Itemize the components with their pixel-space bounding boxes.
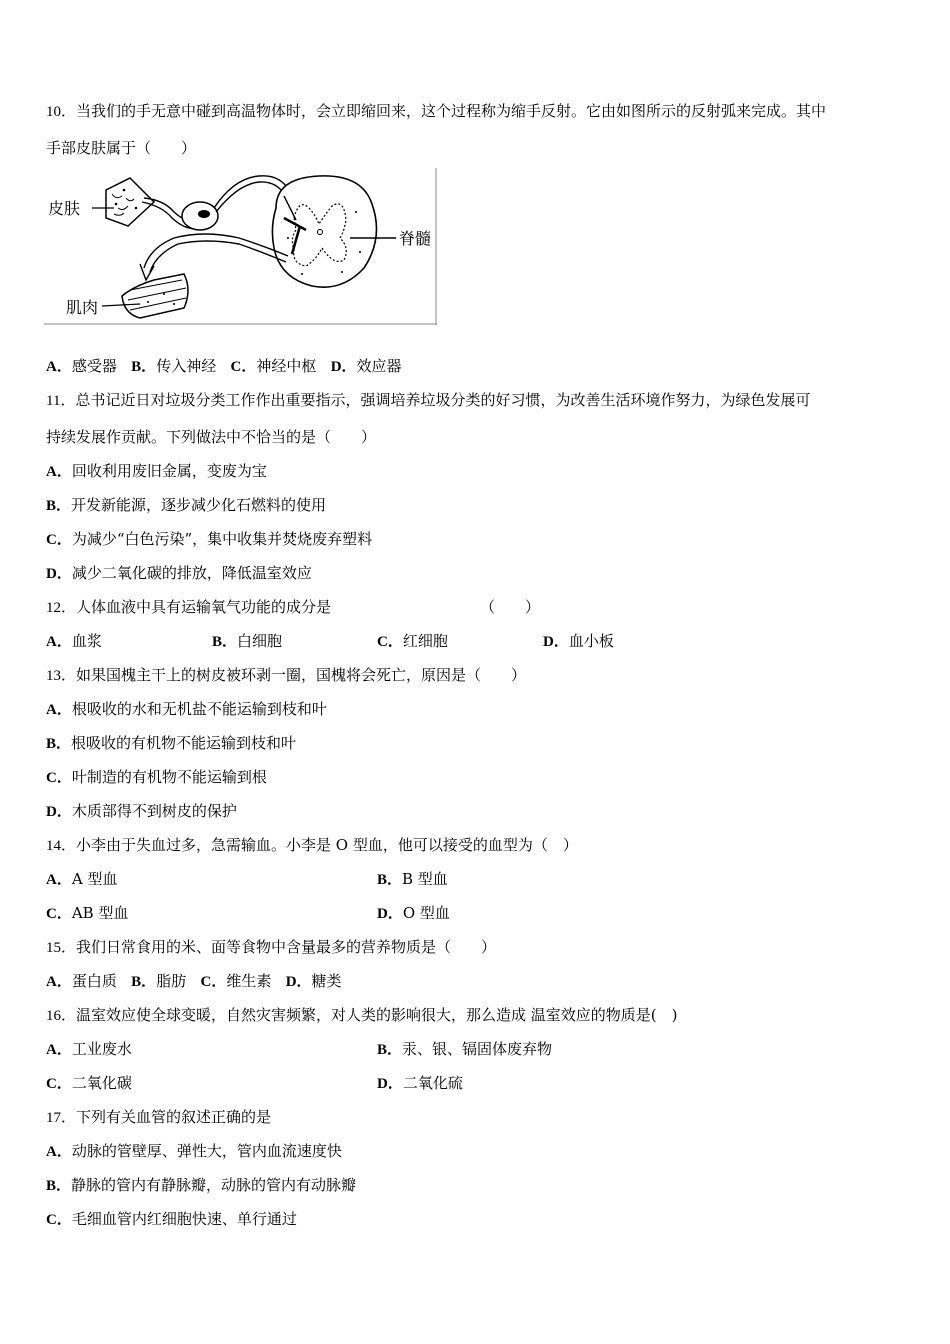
q13-option-b[interactable]: B．根吸收的有机物不能运输到枝和叶 — [46, 734, 297, 752]
q15-option-c[interactable]: C．维生素 — [200, 972, 272, 990]
label-skin: 皮肤 — [48, 199, 81, 218]
q15-option-d[interactable]: D．糖类 — [285, 972, 342, 990]
q14-option-b[interactable]: B．B 型血 — [377, 870, 448, 888]
label-muscle: 肌肉 — [66, 298, 99, 317]
q14-option-d[interactable]: D．O 型血 — [377, 904, 450, 922]
q12-option-d[interactable]: D．血小板 — [543, 632, 614, 650]
skin-tissue — [106, 178, 154, 226]
q12-option-b[interactable]: B．白细胞 — [212, 632, 283, 650]
q17-option-a[interactable]: A．动脉的管壁厚、弹性大，管内血流速度快 — [46, 1142, 342, 1160]
q13-option-d[interactable]: D．木质部得不到树皮的保护 — [46, 802, 237, 820]
q15-options — [46, 971, 342, 992]
reflex-arc-figure — [44, 168, 437, 325]
q16-option-b[interactable]: B．汞、银、镉固体废弃物 — [377, 1040, 553, 1058]
q10-options — [46, 356, 402, 377]
q10-stem-line1: 10．当我们的手无意中碰到高温物体时，会立即缩回来，这个过程称为缩手反射。它由如图所示的反射弧来完成。其中 — [46, 102, 827, 120]
q17-option-c[interactable]: C．毛细血管内红细胞快速、单行通过 — [46, 1210, 297, 1228]
q12-answer-paren: （ ） — [480, 598, 541, 616]
q10-option-d[interactable]: D．效应器 — [330, 357, 402, 375]
q16-option-d[interactable]: D．二氧化硫 — [377, 1074, 463, 1092]
q17-stem: 17．下列有关血管的叙述正确的是 — [46, 1108, 272, 1126]
q12-option-c[interactable]: C．红细胞 — [377, 632, 448, 650]
q12-stem: 12．人体血液中具有运输氧气功能的成分是 — [46, 598, 332, 616]
q10-option-c[interactable]: C．神经中枢 — [230, 357, 317, 375]
q10-option-b[interactable]: B．传入神经 — [131, 357, 217, 375]
q10-option-a[interactable]: A．感受器 — [46, 357, 117, 375]
q14-stem: 14．小李由于失血过多，急需输血。小李是 O 型血，他可以接受的血型为（ ） — [46, 836, 578, 854]
q10-stem-line2: 手部皮肤属于（ ） — [46, 139, 197, 157]
q13-option-a[interactable]: A．根吸收的水和无机盐不能运输到枝和叶 — [46, 700, 327, 718]
q14-option-a[interactable]: A．A 型血 — [46, 870, 118, 888]
q13-option-c[interactable]: C．叶制造的有机物不能运输到根 — [46, 768, 267, 786]
q16-option-a[interactable]: A．工业废水 — [46, 1040, 132, 1058]
q11-stem-line2: 持续发展作贡献。下列做法中不恰当的是（ ） — [46, 428, 377, 446]
q11-option-c[interactable]: C．为减少“白色污染”，集中收集并焚烧废弃塑料 — [46, 530, 373, 548]
q14-option-c[interactable]: C．AB 型血 — [46, 904, 129, 922]
q11-stem-line1: 11．总书记近日对垃圾分类工作作出重要指示，强调培养垃圾分类的好习惯，为改善生活环境作努力，为绿色发展可 — [46, 391, 811, 409]
q17-option-b[interactable]: B．静脉的管内有静脉瓣，动脉的管内有动脉瓣 — [46, 1176, 357, 1194]
q16-option-c[interactable]: C．二氧化碳 — [46, 1074, 132, 1092]
q12-option-a[interactable]: A．血浆 — [46, 632, 102, 650]
q13-stem: 13．如果国槐主干上的树皮被环剥一圈，国槐将会死亡，原因是（ ） — [46, 666, 527, 684]
q11-option-b[interactable]: B．开发新能源，逐步减少化石燃料的使用 — [46, 496, 327, 514]
q15-stem: 15．我们日常食用的米、面等食物中含量最多的营养物质是（ ） — [46, 938, 497, 956]
label-spinal-cord: 脊髓 — [399, 229, 432, 248]
q11-option-a[interactable]: A．回收利用废旧金属，变废为宝 — [46, 462, 267, 480]
muscle-tissue — [122, 274, 188, 318]
reflex-arc-diagram — [44, 168, 437, 325]
q16-stem: 16．温室效应使全球变暖，自然灾害频繁，对人类的影响很大，那么造成 温室效应的物质是( ) — [46, 1006, 678, 1024]
q15-option-b[interactable]: B．脂肪 — [131, 972, 187, 990]
spinal-cord — [272, 176, 376, 287]
q11-option-d[interactable]: D．减少二氧化碳的排放，降低温室效应 — [46, 564, 312, 582]
q15-option-a[interactable]: A．蛋白质 — [46, 972, 117, 990]
